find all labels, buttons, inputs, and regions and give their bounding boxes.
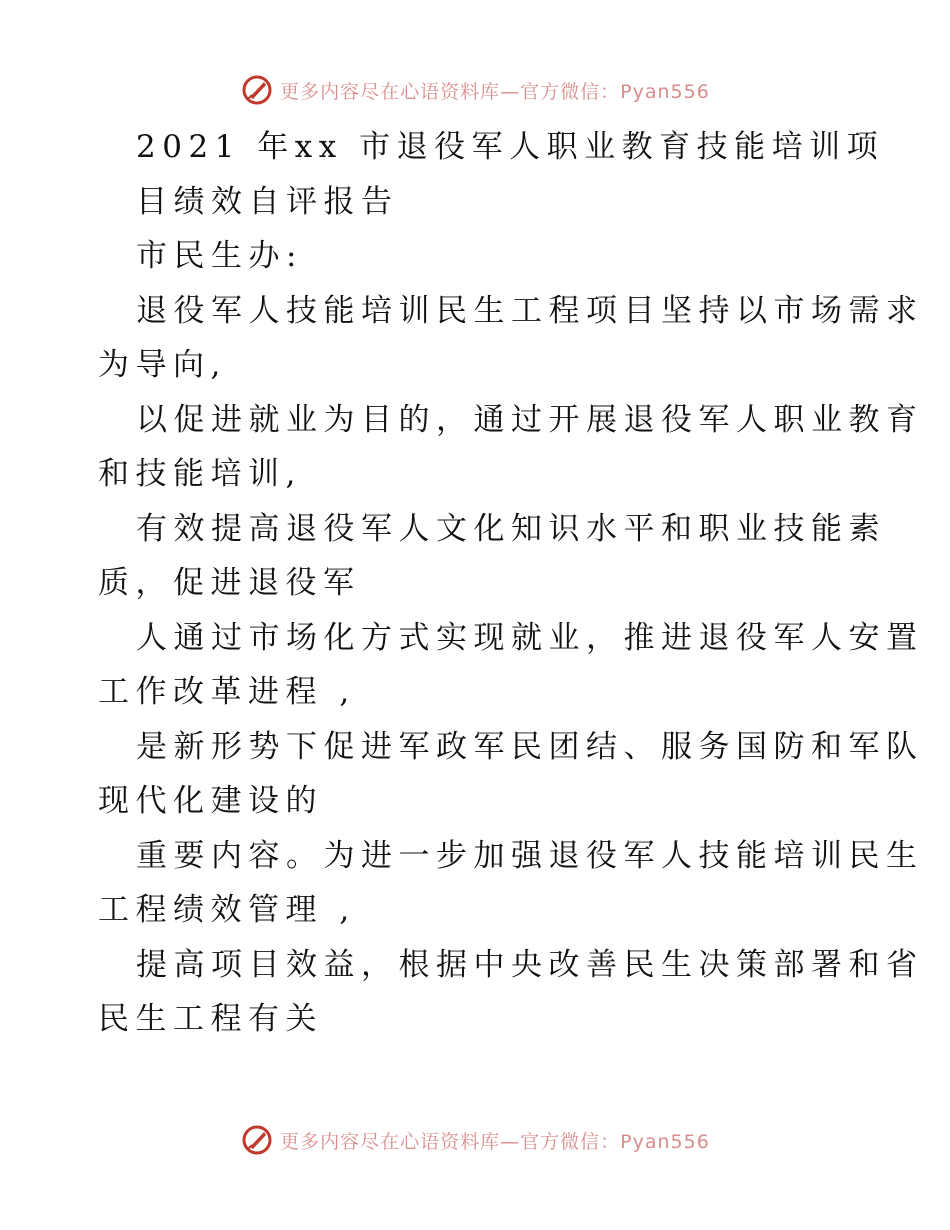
- document-body: [98, 120, 924, 1047]
- text-line: 工作改革进程 ,: [98, 674, 356, 710]
- text-line: 有效提高退役军人文化知识水平和职业技能素: [136, 510, 886, 547]
- text-line: 和技能培训,: [98, 456, 302, 492]
- quill-logo-icon: [240, 73, 274, 107]
- text-line: 为导向,: [98, 347, 227, 383]
- watermark-text: 更多内容尽在心语资料库—官方微信：Pyan556: [280, 1130, 710, 1153]
- text-line: 重要内容。为进一步加强退役军人技能培训民生: [136, 837, 924, 874]
- text-line: 目绩效自评报告: [136, 183, 399, 220]
- text-line: 工程绩效管理 ,: [98, 892, 356, 928]
- watermark-banner-top: [0, 70, 950, 110]
- text-line: 提高项目效益，根据中央改善民生决策部署和省: [136, 946, 924, 983]
- text-line: 人通过市场化方式实现就业，推进退役军人安置: [136, 619, 924, 656]
- quill-logo-icon: [240, 1123, 274, 1157]
- text-line: 2021 年xx 市退役军人职业教育技能培训项: [136, 129, 885, 165]
- text-line: 是新形势下促进军政军民团结、服务国防和军队: [136, 728, 924, 765]
- text-line: 质，促进退役军: [98, 565, 361, 601]
- text-line: 市民生办:: [136, 238, 303, 274]
- text-line: 民生工程有关: [98, 1001, 323, 1037]
- text-line: 以促进就业为目的，通过开展退役军人职业教育: [136, 401, 924, 438]
- watermark-banner-bottom: [0, 1120, 950, 1160]
- text-line: 现代化建设的: [98, 783, 323, 819]
- text-line: 退役军人技能培训民生工程项目坚持以市场需求: [136, 292, 924, 329]
- watermark-text: 更多内容尽在心语资料库—官方微信：Pyan556: [280, 80, 710, 103]
